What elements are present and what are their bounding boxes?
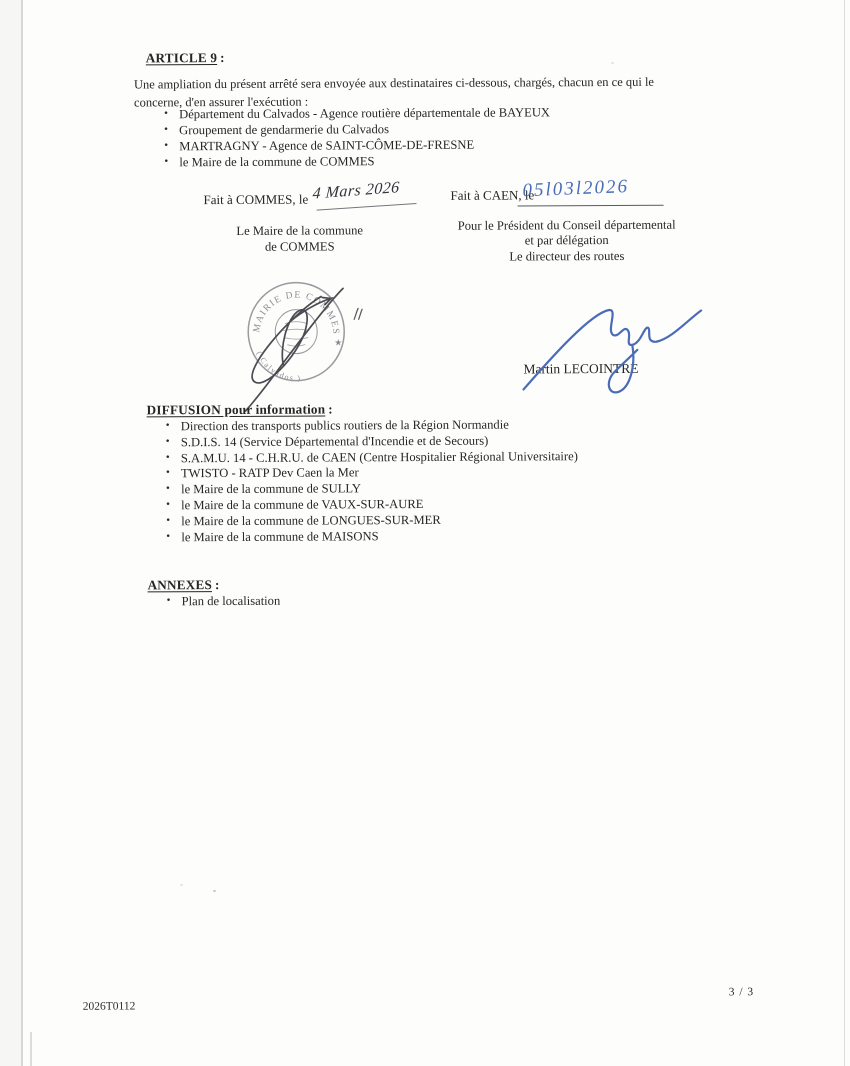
diffusion-item: • le Maire de la commune de VAUX-SUR-AURE — [164, 496, 578, 514]
recipient-item: • Département du Calvados - Agence routière départementale de BAYEUX — [162, 104, 550, 122]
role-right-line: Le directeur des routes — [509, 248, 625, 264]
role-right-line: Pour le Président du Conseil départemental — [457, 217, 676, 233]
page-indicator: 3 / 3 — [728, 986, 755, 999]
fait-caen-label: Fait à CAEN, le — [450, 187, 535, 203]
diffusion-heading-colon: : — [328, 401, 333, 417]
article9-body-line: concerne, d'en assurer l'exécution : — [133, 94, 309, 109]
role-left — [202, 222, 398, 255]
diffusion-item: • le Maire de la commune de LONGUES-SUR-MER — [164, 512, 578, 530]
annexe-item: • Plan de localisation — [165, 594, 281, 610]
annexes-heading-colon: : — [214, 577, 220, 593]
stamp-star-icon: ★ — [334, 337, 343, 348]
article9-heading-colon: : — [220, 50, 225, 66]
diffusion-heading-text: DIFFUSION pour information — [146, 401, 326, 418]
diffusion-list — [164, 417, 579, 546]
pen-mark — [351, 306, 363, 321]
date-underline-right — [518, 205, 664, 207]
handwritten-date-commes: 4 Mars 2026 — [312, 178, 401, 203]
diffusion-heading — [147, 401, 333, 418]
diffusion-item: • TWISTO - RATP Dev Caen la Mer — [164, 465, 578, 483]
role-right — [429, 218, 705, 266]
stamp-top-text: MAIRIE DE COMMES — [252, 290, 341, 336]
diffusion-item: • S.A.M.U. 14 - C.H.R.U. de CAEN (Centre Hospitalier Régional Universitaire) — [164, 449, 578, 467]
recipient-item: • le Maire de la commune de COMMES — [162, 153, 550, 171]
mairie-stamp — [221, 268, 382, 419]
blue-signature — [509, 288, 720, 409]
diffusion-item: • Direction des transports publics routiers de la Région Normandie — [164, 417, 578, 435]
annexes-heading — [148, 577, 220, 593]
article9-heading-text: ARTICLE 9 — [145, 50, 218, 66]
document-reference: 2026T0112 — [82, 1000, 136, 1013]
diffusion-item: • S.D.I.S. 14 (Service Départemental d'Incendie et de Secours) — [164, 433, 578, 451]
recipient-item: • Groupement de gendarmerie du Calvados — [162, 120, 550, 138]
diffusion-item: • le Maire de la commune de SULLY — [164, 480, 578, 498]
diffusion-item: • le Maire de la commune de MAISONS — [164, 528, 578, 546]
stamp-bottom-text: ( Calvados ) — [254, 349, 302, 383]
role-right-line: et par délégation — [524, 233, 609, 248]
annexes-heading-text: ANNEXES — [147, 577, 213, 593]
annexes-list — [165, 594, 281, 610]
article9-recipient-list — [162, 104, 550, 170]
fait-commes-label: Fait à COMMES, le — [203, 191, 309, 208]
article9-heading — [146, 50, 225, 66]
article9-body-line: Une ampliation du présent arrêté sera envoyée aux destinataires ci-dessous, chargés, chacun en ce qui le — [133, 74, 655, 92]
signatory-name: Martin LECOINTRE — [523, 360, 639, 377]
date-underline-left — [317, 203, 417, 211]
role-left-line: de COMMES — [264, 239, 335, 254]
handwritten-date-caen: 05l03l2026 — [522, 176, 630, 202]
recipient-item: • MARTRAGNY - Agence de SAINT-CÔME-DE-FRESNE — [162, 137, 550, 155]
role-left-line: Le Maire de la commune — [236, 223, 364, 238]
